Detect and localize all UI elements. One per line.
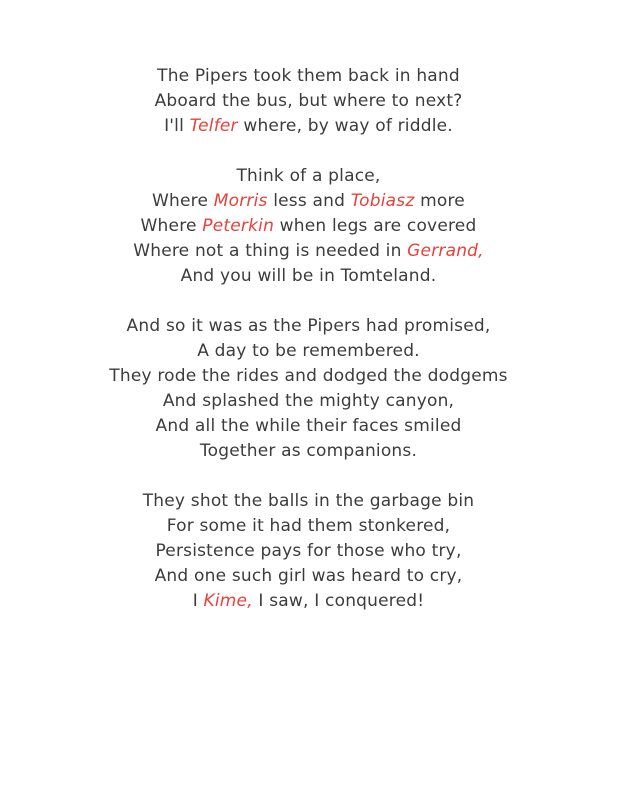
poem-text: And all the while their faces smiled [155, 416, 462, 436]
riddle-word: Telfer [189, 116, 238, 136]
poem-line [0, 264, 617, 289]
poem-text: less and [267, 191, 351, 211]
poem-line [0, 314, 617, 339]
poem-text: They rode the rides and dodged the dodgems [109, 366, 508, 386]
poem-line [0, 114, 617, 139]
stanza [0, 164, 617, 289]
poem-line [0, 339, 617, 364]
riddle-word: Morris [213, 191, 268, 211]
poem-text: I'll [164, 116, 190, 136]
poem-line [0, 239, 617, 264]
poem-text: Together as companions. [199, 441, 418, 461]
poem-line [0, 539, 617, 564]
poem-text: Where not a thing is needed in [133, 241, 408, 261]
poem-text: I saw, I conquered! [252, 591, 425, 611]
poem-line [0, 364, 617, 389]
poem-text: A day to be remembered. [197, 341, 420, 361]
poem-line [0, 514, 617, 539]
riddle-word: Peterkin [202, 216, 275, 236]
stanza [0, 314, 617, 464]
poem-text: And one such girl was heard to cry, [154, 566, 463, 586]
poem-line [0, 89, 617, 114]
poem-text: when legs are covered [274, 216, 477, 236]
poem-line [0, 589, 617, 614]
poem-text: Where [140, 216, 203, 236]
poem-text: The Pipers took them back in hand [157, 66, 460, 86]
poem-text: Think of a place, [236, 166, 381, 186]
poem-line [0, 214, 617, 239]
poem-text: where, by way of riddle. [237, 116, 453, 136]
poem-line [0, 439, 617, 464]
poem-text: more [414, 191, 465, 211]
poem-text: And you will be in Tomteland. [180, 266, 437, 286]
stanza [0, 489, 617, 614]
poem-line [0, 564, 617, 589]
riddle-word: Tobiasz [350, 191, 415, 211]
poem-text: I [192, 591, 204, 611]
poem-text: Persistence pays for those who try, [155, 541, 462, 561]
stanza [0, 64, 617, 139]
poem-line [0, 389, 617, 414]
poem-line [0, 189, 617, 214]
poem-text: Aboard the bus, but where to next? [154, 91, 463, 111]
poem-line [0, 489, 617, 514]
riddle-word: Kime, [203, 591, 253, 611]
poem-text: They shot the balls in the garbage bin [142, 491, 475, 511]
poem-line [0, 414, 617, 439]
poem-text: And splashed the mighty canyon, [162, 391, 455, 411]
poem-text: For some it had them stonkered, [166, 516, 451, 536]
poem [0, 64, 617, 614]
poem-line [0, 164, 617, 189]
riddle-word: Gerrand, [407, 241, 484, 261]
poem-text: Where [152, 191, 214, 211]
poem-text: And so it was as the Pipers had promised, [126, 316, 491, 336]
poem-line [0, 64, 617, 89]
